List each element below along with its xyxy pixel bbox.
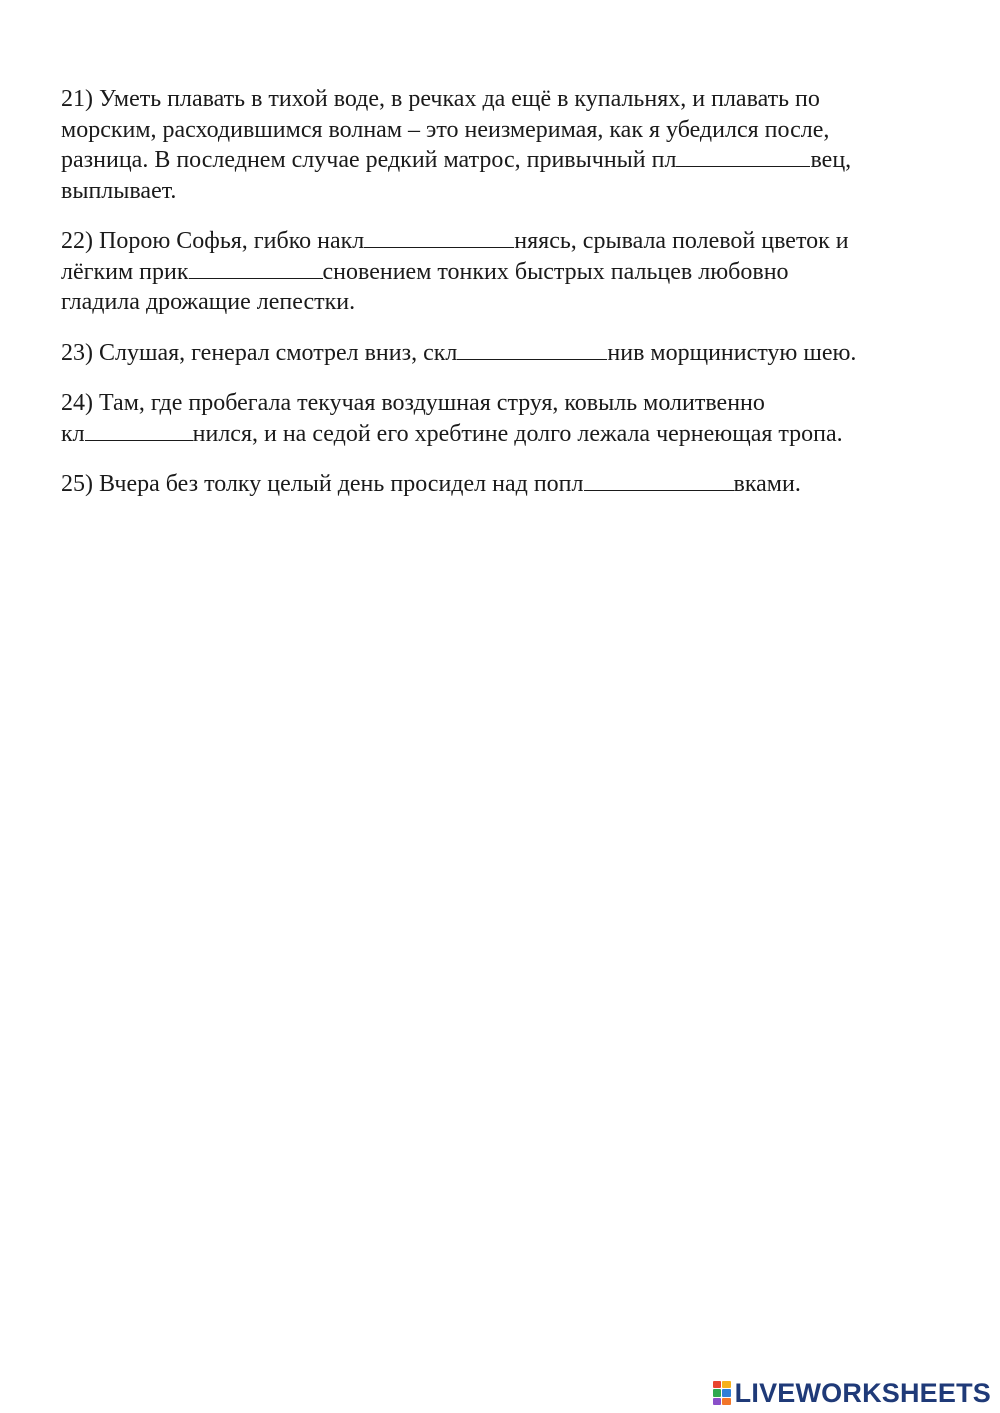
task-line [61, 469, 941, 500]
answer-blank[interactable] [584, 470, 734, 491]
liveworksheets-logo-icon [713, 1381, 731, 1405]
task-line [61, 388, 941, 419]
brand-name: LIVEWORKSHEETS [734, 1378, 991, 1408]
task-23 [61, 338, 941, 369]
logo-tile [722, 1381, 731, 1388]
task-line [61, 338, 941, 369]
task-text: лёгким прик [61, 258, 189, 285]
liveworksheets-brand[interactable] [713, 1380, 991, 1406]
task-21 [61, 84, 941, 206]
answer-blank[interactable] [457, 339, 607, 360]
answer-blank[interactable] [189, 258, 323, 279]
task-25 [61, 469, 941, 500]
task-text: 22) Порою Софья, гибко накл [61, 228, 365, 254]
logo-tile [713, 1389, 722, 1396]
logo-tile [722, 1389, 731, 1396]
task-line [61, 84, 941, 115]
task-line [61, 257, 941, 288]
task-text: сновением тонких быстрых пальцев любовно [322, 258, 789, 285]
task-text: кл [61, 420, 85, 447]
task-24 [61, 388, 941, 449]
task-line [61, 145, 941, 176]
task-text: нив морщинистую шею. [607, 339, 857, 366]
task-text: выплывает. [61, 177, 177, 204]
answer-blank[interactable] [364, 227, 514, 248]
answer-blank[interactable] [676, 146, 810, 167]
task-line [61, 419, 941, 450]
task-text: 24) Там, где пробегала текучая воздушная струя, ковыль молитвенно [61, 390, 765, 416]
task-text: разница. В последнем случае редкий матрос, привычный пл [61, 147, 677, 173]
task-text: вками. [733, 471, 801, 497]
task-line [61, 176, 941, 207]
task-text: 21) Уметь плавать в тихой воде, в речках да ещё в купальнях, и плавать по [61, 86, 820, 112]
task-text: 25) Вчера без толку целый день просидел над попл [61, 471, 584, 497]
task-line [61, 115, 941, 146]
logo-tile [713, 1381, 722, 1388]
task-text: гладила дрожащие лепестки. [61, 289, 356, 315]
answer-blank[interactable] [85, 420, 193, 441]
task-line [61, 287, 941, 318]
task-text: вец, [810, 147, 852, 173]
task-text: морским, расходившимся волнам – это неизмеримая, как я убедился после, [61, 116, 830, 143]
task-line [61, 226, 941, 257]
task-text: 23) Слушая, генерал смотрел вниз, скл [61, 339, 458, 366]
task-22 [61, 226, 941, 318]
task-text: нился, и на седой его хребтине долго лежала чернеющая тропа. [192, 420, 843, 447]
logo-tile [722, 1398, 731, 1405]
task-text: няясь, срывала полевой цветок и [514, 228, 849, 254]
worksheet [61, 84, 941, 520]
logo-tile [713, 1398, 722, 1405]
